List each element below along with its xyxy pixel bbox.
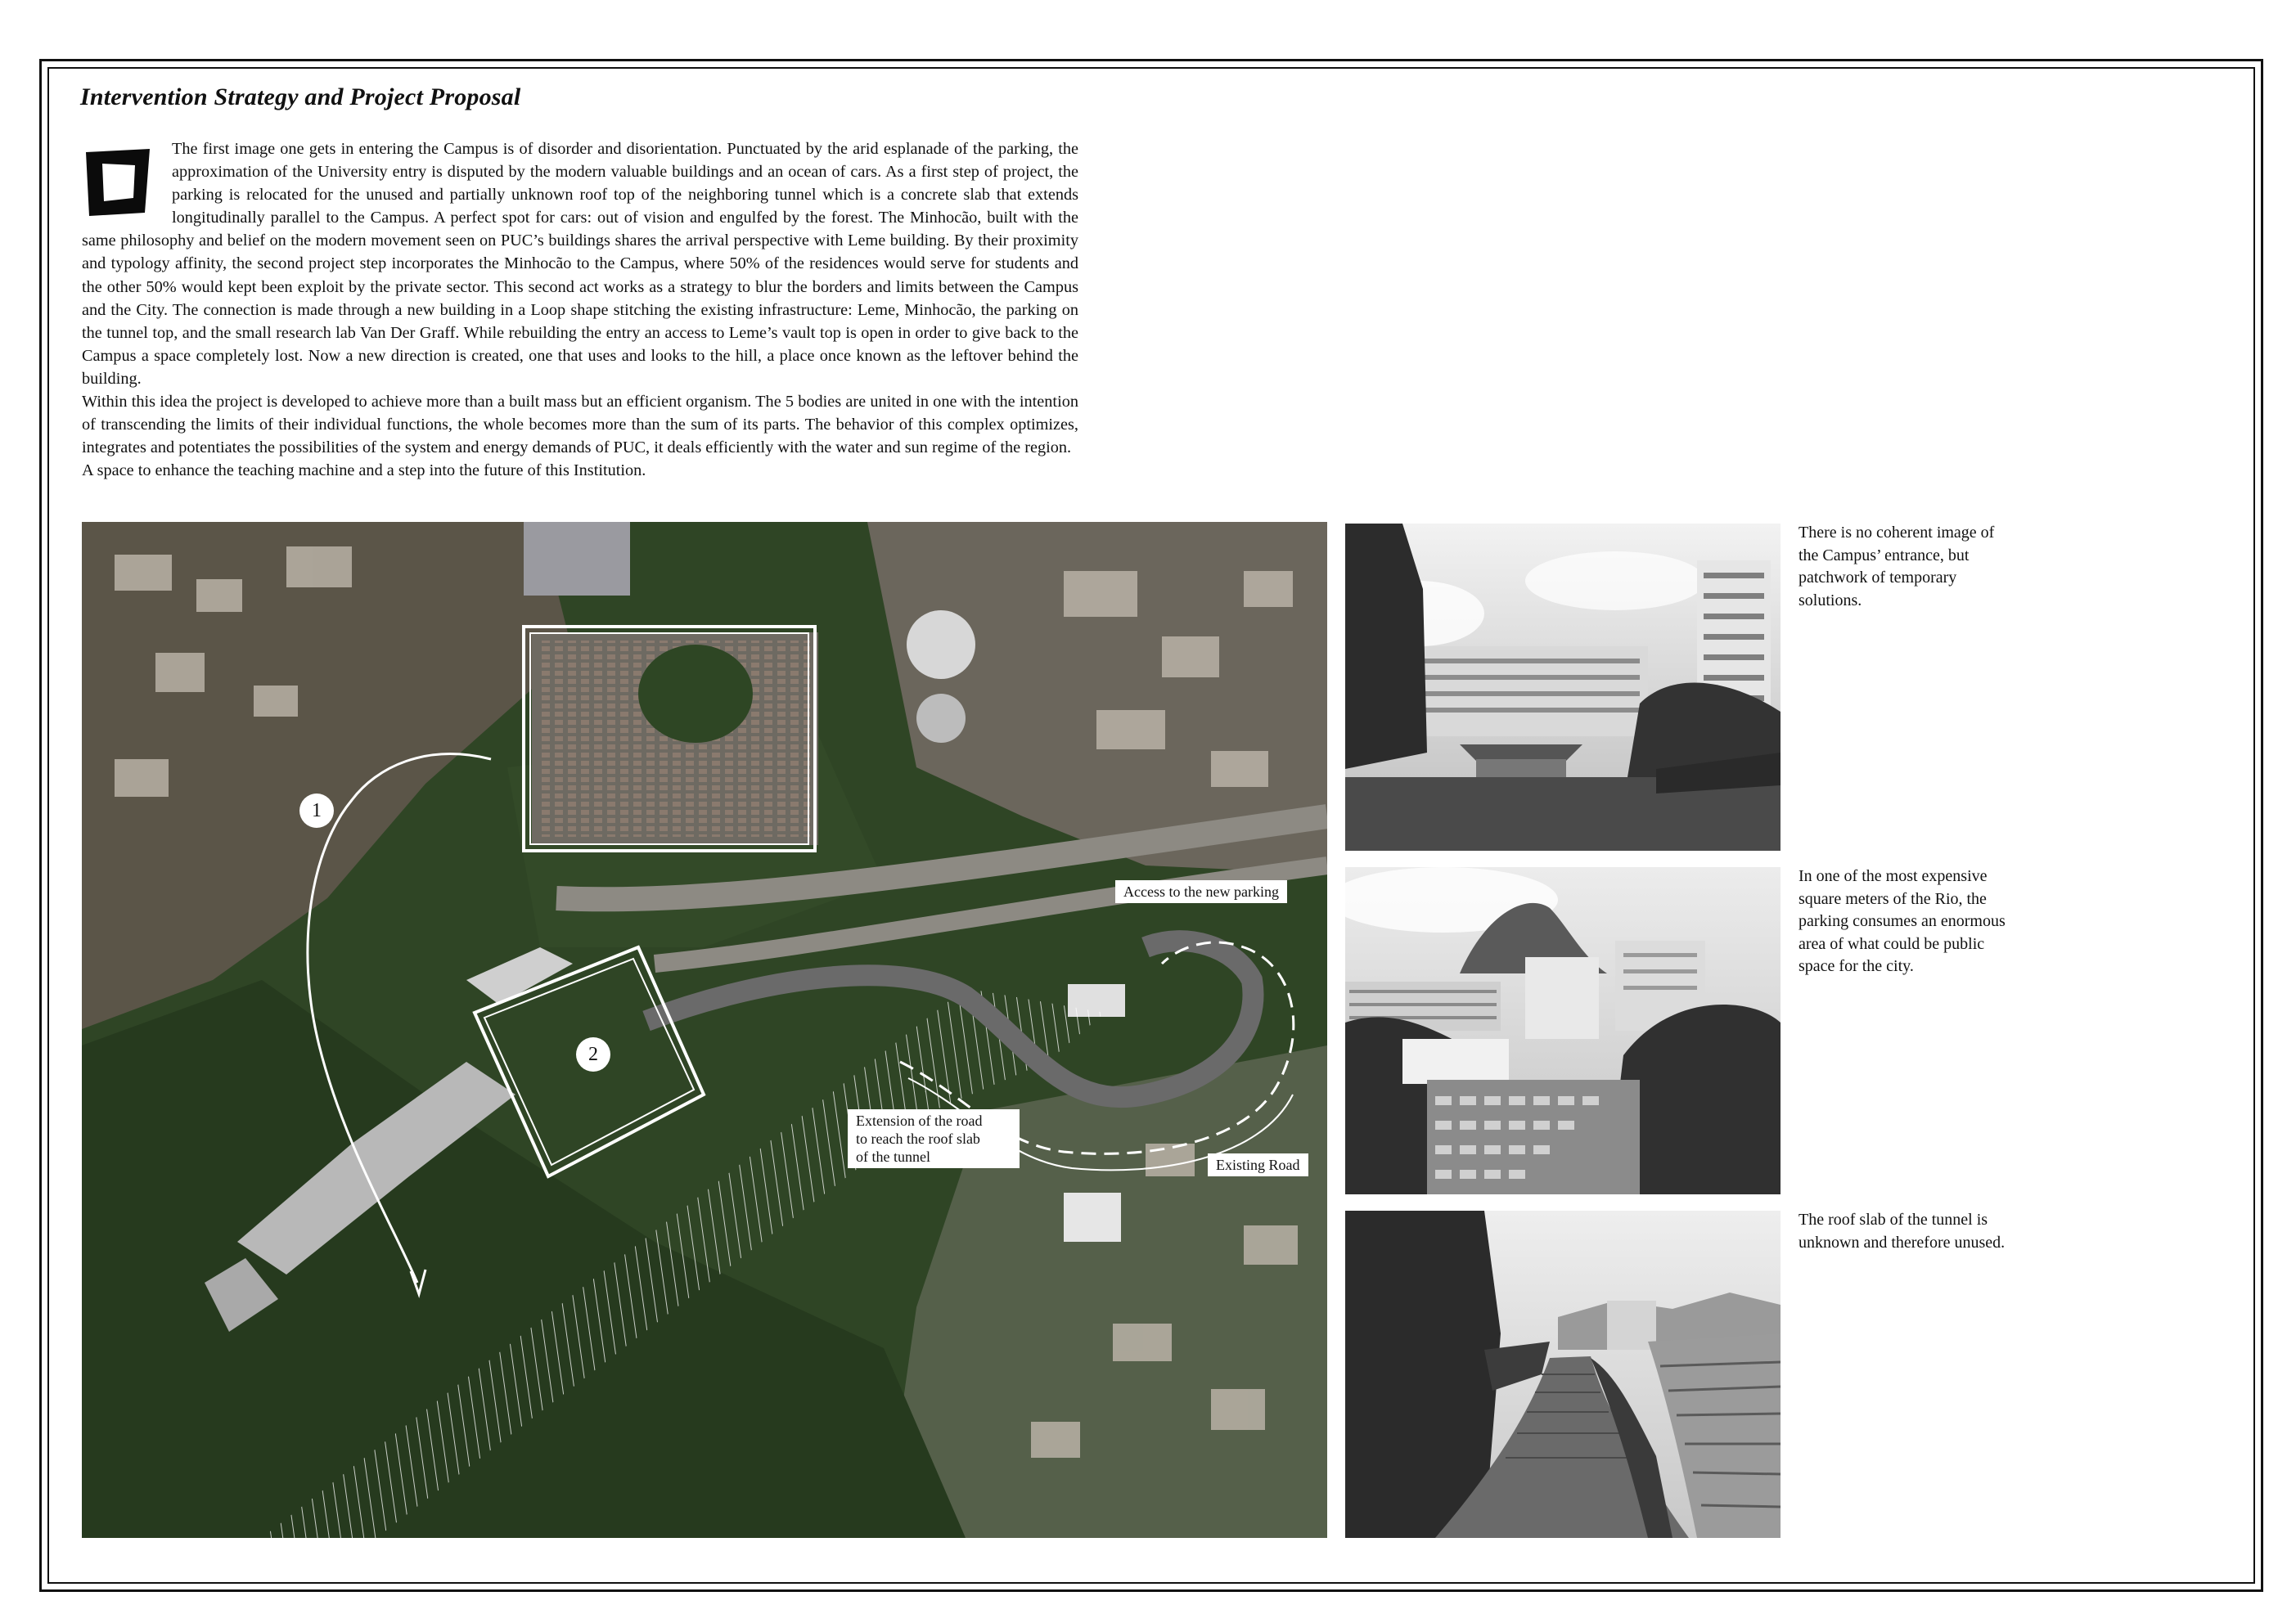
label-access-new-parking: Access to the new parking xyxy=(1115,880,1287,903)
campus-entrance-illustration xyxy=(1345,524,1781,851)
intro-paragraph-3: A space to enhance the teaching machine and a step into the future of this Institution. xyxy=(82,461,646,480)
aerial-site-map xyxy=(82,522,1327,1538)
aerial-photo-illustration xyxy=(82,522,1327,1538)
intro-text xyxy=(82,137,1078,482)
caption-campus-entrance: There is no coherent image of the Campus’ entrance, but patchwork of temporary solutions. xyxy=(1799,524,1995,609)
photo-campus-entrance xyxy=(1345,524,1781,851)
map-marker-2: 2 xyxy=(576,1037,610,1072)
label-road-extension xyxy=(848,1109,1020,1168)
intro-paragraph-2: Within this idea the project is developed to achieve more than a built mass but an efficient organism. The 5 bodies are united in one with the intention of transcending the limits of their individual functions, the whole becomes more than the sum of its parts. The behavior of this complex optimizes, integrates and potentiates the possibilities of the system and energy demands of PUC, it deals efficiently with the water and sun regime of the region. xyxy=(82,393,1078,457)
photo-tunnel-roof-slab xyxy=(1345,1211,1781,1538)
label-existing-road: Existing Road xyxy=(1208,1153,1308,1176)
tunnel-roof-illustration xyxy=(1345,1211,1781,1538)
caption-tunnel-roof: The roof slab of the tunnel is unknown and therefore unused. xyxy=(1799,1211,2006,1252)
label-road-extension-line-2: to reach the roof slab xyxy=(856,1131,980,1147)
caption-parking: In one of the most expensive square meters of the Rio, the parking consumes an enormous area of what could be public space for the city. xyxy=(1799,867,2006,975)
photo-parking xyxy=(1345,867,1781,1194)
label-road-extension-line-3: of the tunnel xyxy=(856,1149,930,1165)
label-road-extension-line-1: Extension of the road xyxy=(856,1113,983,1129)
intro-paragraph-1: The first image one gets in entering the Campus is of disorder and disorientation. Punctuated by the arid esplanade of the parking, the approximation of the University entry is disputed by the modern valuable buildings and an ocean of cars. As a first step of project, the parking is relocated for the unused and partially unknown roof top of the neighboring tunnel which is a concrete slab that extends longitudinally parallel to the Campus. A perfect spot for cars: out of vision and engulfed by the forest. The Minhocão, built with the same philosophy and belief on the modern movement seen on PUC’s buildings shares the arrival perspective with Leme building. By their proximity and typology affinity, the second project step incorporates the Minhocão to the Campus, where 50% of the residences would serve for students and the other 50% would kept been exploit by the private sector. This second act works as a strategy to blur the borders and limits between the Campus and the City. The connection is made through a new building in a Loop shape stitching the existing infrastructure: Leme, Minhocão, the parking on the tunnel top, and the small research lab Van Der Graff. While rebuilding the entry an access to Leme’s vault top is open in order to give back to the Campus a space completely lost. Now a new direction is created, one that uses and looks to the hill, a place once known as the leftover behind the building. xyxy=(82,140,1078,388)
parking-illustration xyxy=(1345,867,1781,1194)
map-marker-1: 1 xyxy=(299,794,334,828)
page-title: Intervention Strategy and Project Proposal xyxy=(80,83,521,110)
